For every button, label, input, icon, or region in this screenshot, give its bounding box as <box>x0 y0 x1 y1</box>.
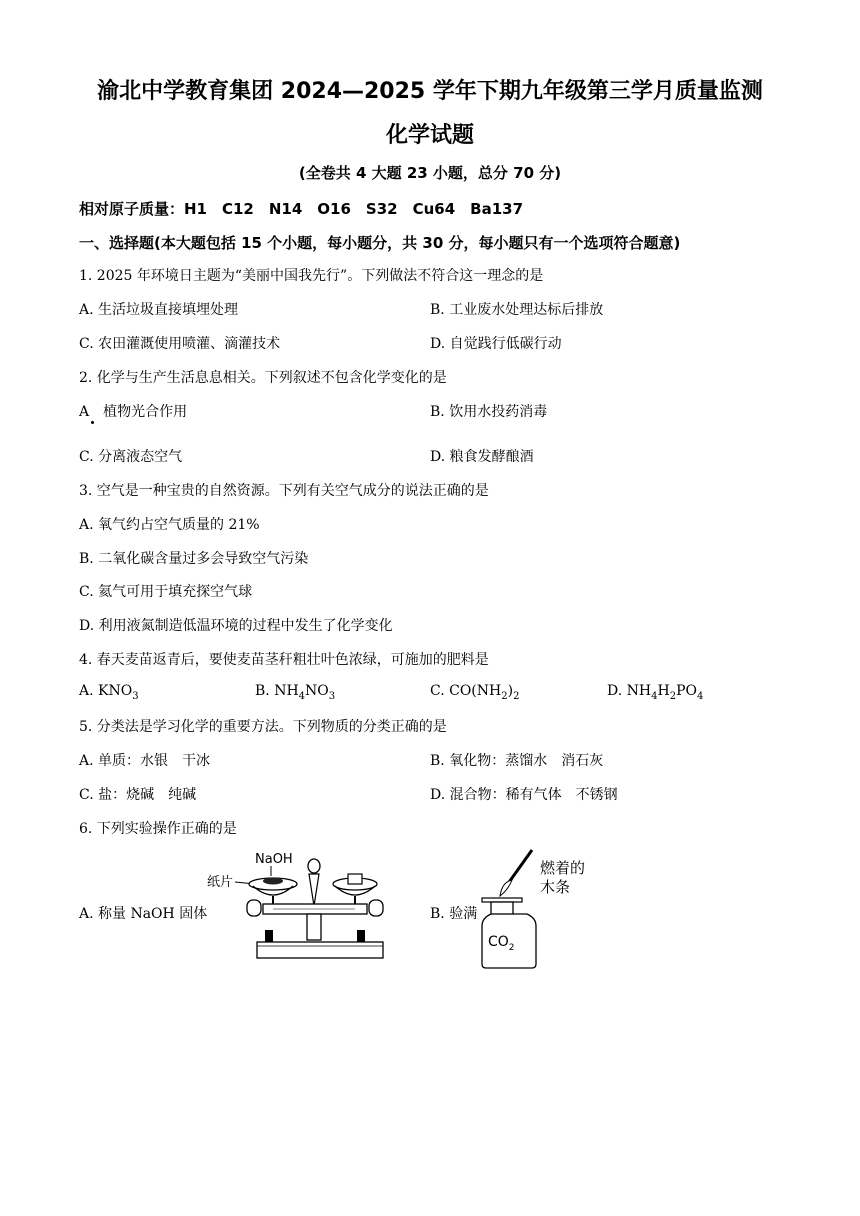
question-6-stem: 6. 下列实验操作正确的是 <box>79 821 237 837</box>
stray-dot <box>91 421 94 424</box>
naoh-label: NaOH <box>255 852 293 867</box>
question-5-option-a: A. 单质：水银 干冰 <box>79 753 211 769</box>
question-4-option-b: B. $NH_4NO_3$ <box>255 683 336 702</box>
question-2-option-d: D. 粮食发酵酿酒 <box>430 449 534 465</box>
question-1-option-b: B. 工业废水处理达标后排放 <box>430 302 604 318</box>
question-2-option-a: A 植物光合作用 <box>79 404 188 420</box>
question-5-option-c: C. 盐：烧碱 纯碱 <box>79 787 197 803</box>
exam-title: 渝北中学教育集团 2024—2025 学年下期九年级第三学月质量监测 <box>97 79 763 104</box>
section-heading: 一、选择题(本大题包括 15 个小题，每小题分，共 30 分，每小题只有一个选项符合题意) <box>79 234 681 252</box>
question-1-option-c: C. 农田灌溉使用喷灌、滴灌技术 <box>79 336 281 352</box>
question-1-option-a: A. 生活垃圾直接填埋处理 <box>79 302 239 318</box>
stick-label: 木条 <box>540 878 571 896</box>
co2-bottle-figure <box>478 846 598 971</box>
question-5-option-b: B. 氧化物：蒸馏水 消石灰 <box>430 753 604 769</box>
question-3-stem: 3. 空气是一种宝贵的自然资源。下列有关空气成分的说法正确的是 <box>79 483 489 499</box>
exam-subtitle: 化学试题 <box>385 123 474 148</box>
burning-label: 燃着的 <box>540 859 586 877</box>
balance-figure <box>205 846 395 971</box>
question-1-option-d: D. 自觉践行低碳行动 <box>430 336 562 352</box>
question-6-option-b: B. 验满 <box>430 906 478 922</box>
co2-label: $CO_2$ <box>488 934 515 953</box>
question-5-stem: 5. 分类法是学习化学的重要方法。下列物质的分类正确的是 <box>79 719 447 735</box>
question-2-option-c: C. 分离液态空气 <box>79 449 183 465</box>
question-4-stem: 4. 春天麦苗返青后，要使麦苗茎秆粗壮叶色浓绿，可施加的肥料是 <box>79 652 489 668</box>
question-1-stem: 1. 2025 年环境日主题为“美丽中国我先行”。下列做法不符合这一理念的是 <box>79 268 544 284</box>
atomic-mass-line: 相对原子质量：H1 C12 N14 O16 S32 Cu64 Ba137 <box>79 200 524 218</box>
question-4-option-d: D. $NH_4H_2PO_4$ <box>607 683 704 702</box>
question-4-option-a: A. $KNO_3$ <box>79 683 139 702</box>
question-3-option-b: B. 二氧化碳含量过多会导致空气污染 <box>79 551 309 567</box>
question-3-option-a: A. 氧气约占空气质量的 21% <box>79 517 260 533</box>
question-4-option-c: C. $CO(NH_2)_2$ <box>430 683 520 702</box>
question-3-option-d: D. 利用液氮制造低温环境的过程中发生了化学变化 <box>79 618 393 634</box>
question-6-option-a: A. 称量 NaOH 固体 <box>79 906 208 922</box>
question-5-option-d: D. 混合物：稀有气体 不锈钢 <box>430 787 618 803</box>
question-2-option-b: B. 饮用水投药消毒 <box>430 404 548 420</box>
question-3-option-c: C. 氦气可用于填充探空气球 <box>79 584 253 600</box>
question-2-stem: 2. 化学与生产生活息息相关。下列叙述不包含化学变化的是 <box>79 370 447 386</box>
paper-label: 纸片 <box>207 875 234 890</box>
exam-note: (全卷共 4 大题 23 小题，总分 70 分) <box>298 164 562 182</box>
